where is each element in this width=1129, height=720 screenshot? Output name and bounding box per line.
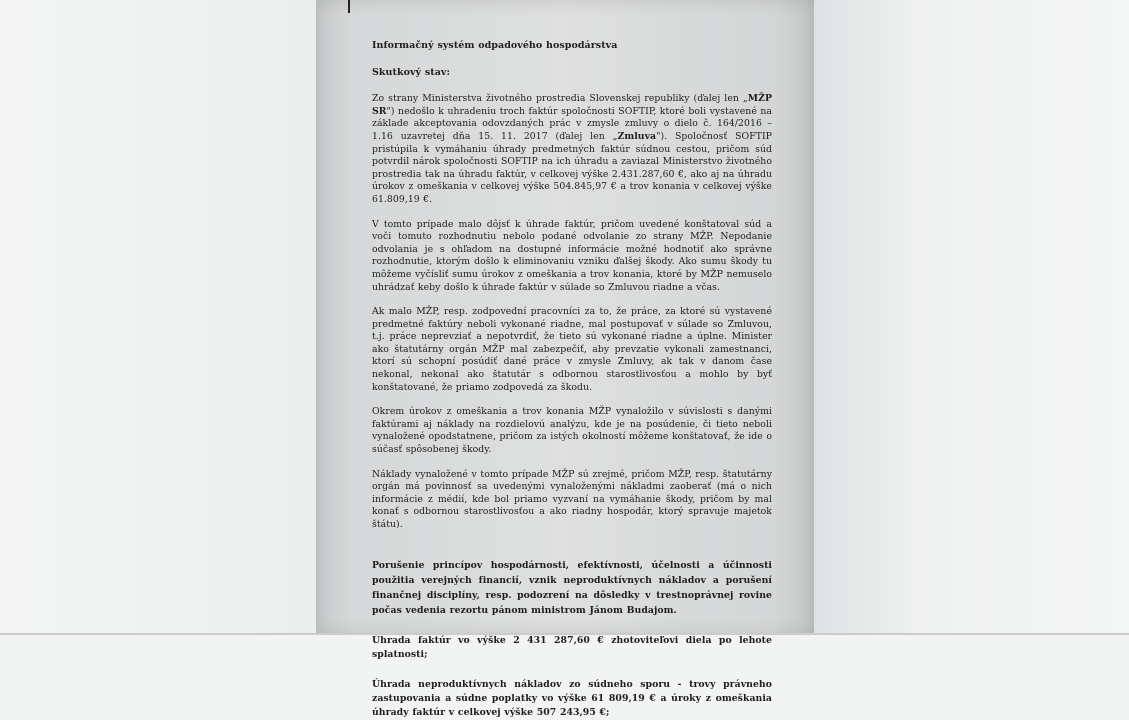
abbreviation-mzp-sr: MŽP SR (372, 93, 772, 117)
abbreviation-zmluva: Zmluva (617, 130, 657, 142)
paragraph-costs-obvious: Náklady vynaložené v tomto prípade MŽP sú zrejmé, pričom MŽP, resp. štatutárny orgán má povinnosť sa uvedenými vynaloženými nákladmi zaoberať (má o nich informácie z médií, kde bol priamo vyzvaní na vymáhanie škody, pričom by mal konať s odbornou starostlivosťou a ako riadny hospodár, ktorý spravuje majetok štátu). (372, 468, 772, 530)
section-heading: Skutkový stav: (372, 66, 451, 78)
payment-item: Úhrada faktúr vo výške 2 431 287,60 € zhotoviteľovi diela po lehote splatnosti; (372, 634, 772, 660)
pen-mark (348, 0, 350, 13)
background-right (814, 0, 1129, 635)
paragraph-text: "). Spoločnosť SOFTIP pristúpila k vymáhaniu úhrady predmetných faktúr súdnou cestou, pričom súd potvrdil nárok spoločnosti SOFTIP na ich úhradu a zaviazal Ministerstvo životného prostredia tak na úhradu faktúr, v celkovej výške 2.431.287,60 €, ako aj na úhradu úrokov z omeškania v celkovej výške 504.845,97 € a trov konania v celkovej výške 61.809,19 €. (372, 130, 772, 205)
document-title: Informačný systém odpadového hospodárstva (372, 40, 618, 51)
paragraph-payment-case: V tomto prípade malo dôjsť k úhrade faktúr, pričom uvedené konštatoval súd a voči tomuto rozhodnutiu nebolo podané odvolanie zo strany MŽP. Nepodanie odvolania je s ohľadom na dostupné informácie možné hodnotiť ako správne rozhodnutie, ktorým došlo k eliminovaniu vzniku ďalšej škody. Ako sumu škody tu môžeme vyčísliť sumu úrokov z omeškania a trov konania, ktoré by MŽP nemuselo uhrádzať keby došlo k úhrade faktúr v súlade so Zmluvou riadne a včas. (372, 218, 772, 293)
paragraph-facts (372, 93, 772, 206)
bottom-edge (0, 633, 1129, 635)
paragraph-text: Zo strany Ministerstva životného prostredia Slovenskej republiky (ďalej len „ (372, 93, 748, 105)
paragraph-responsibility: Ak malo MŽP, resp. zodpovední pracovníci za to, že práce, za ktoré sú vystavené predmetné faktúry neboli vykonané riadne, mal postupovať v súlade so Zmluvou, t.j. práce neprevziať a nepotvrdiť, že tieto sú vykonané riadne a úplne. Minister ako štatutárny orgán MŽP mal zabezpečiť, aby prevzatie vykonali zamestnanci, ktorí sú schopní posúdiť dané práce v zmysle Zmluvy, ak tak v danom čase nekonal, nekonal ako štatutár s odbornou starostlivosťou a mohlo by byť konštatované, že priamo zodpovedá za škodu. (372, 306, 772, 393)
document-page (316, 0, 814, 718)
violations-heading: Porušenie princípov hospodárnosti, efektívnosti, účelnosti a účinnosti použitia verejných financií, vznik neproduktívnych nákladov a porušení finančnej disciplíny, resp. podozrení na dôsledky v trestnoprávnej rovine počas vedenia rezortu pánom ministrom Jánom Budajom. (372, 559, 772, 616)
document-content (372, 40, 772, 720)
paragraph-additional-costs: Okrem úrokov z omeškania a trov konania MŽP vynaložilo v súvislosti s danými faktúrami aj náklady na rozdielovú analýzu, kde je na posúdenie, či tieto neboli vynaložené opodstatnene, pričom za istých okolností môžeme konštatovať, že ide o súčasť spôsobenej škody. (372, 406, 772, 456)
paragraph-text: ") nedošlo k uhradeniu troch faktúr spoločnosti SOFTIP, ktoré boli vystavené na základe akceptovania odovzdaných prác v zmysle zmluvy o dielo č. 164/2016 – 1.16 uzavretej dňa 15. 11. 2017 (ďalej len „ (372, 105, 772, 142)
costs-item: Úhrada neproduktívnych nákladov zo súdneho sporu - trovy právneho zastupovania a súdne poplatky vo výške 61 809,19 € a úroky z omeškania úhrady faktúr v celkovej výške 507 243,95 €; (372, 678, 772, 718)
background-left (0, 0, 316, 635)
